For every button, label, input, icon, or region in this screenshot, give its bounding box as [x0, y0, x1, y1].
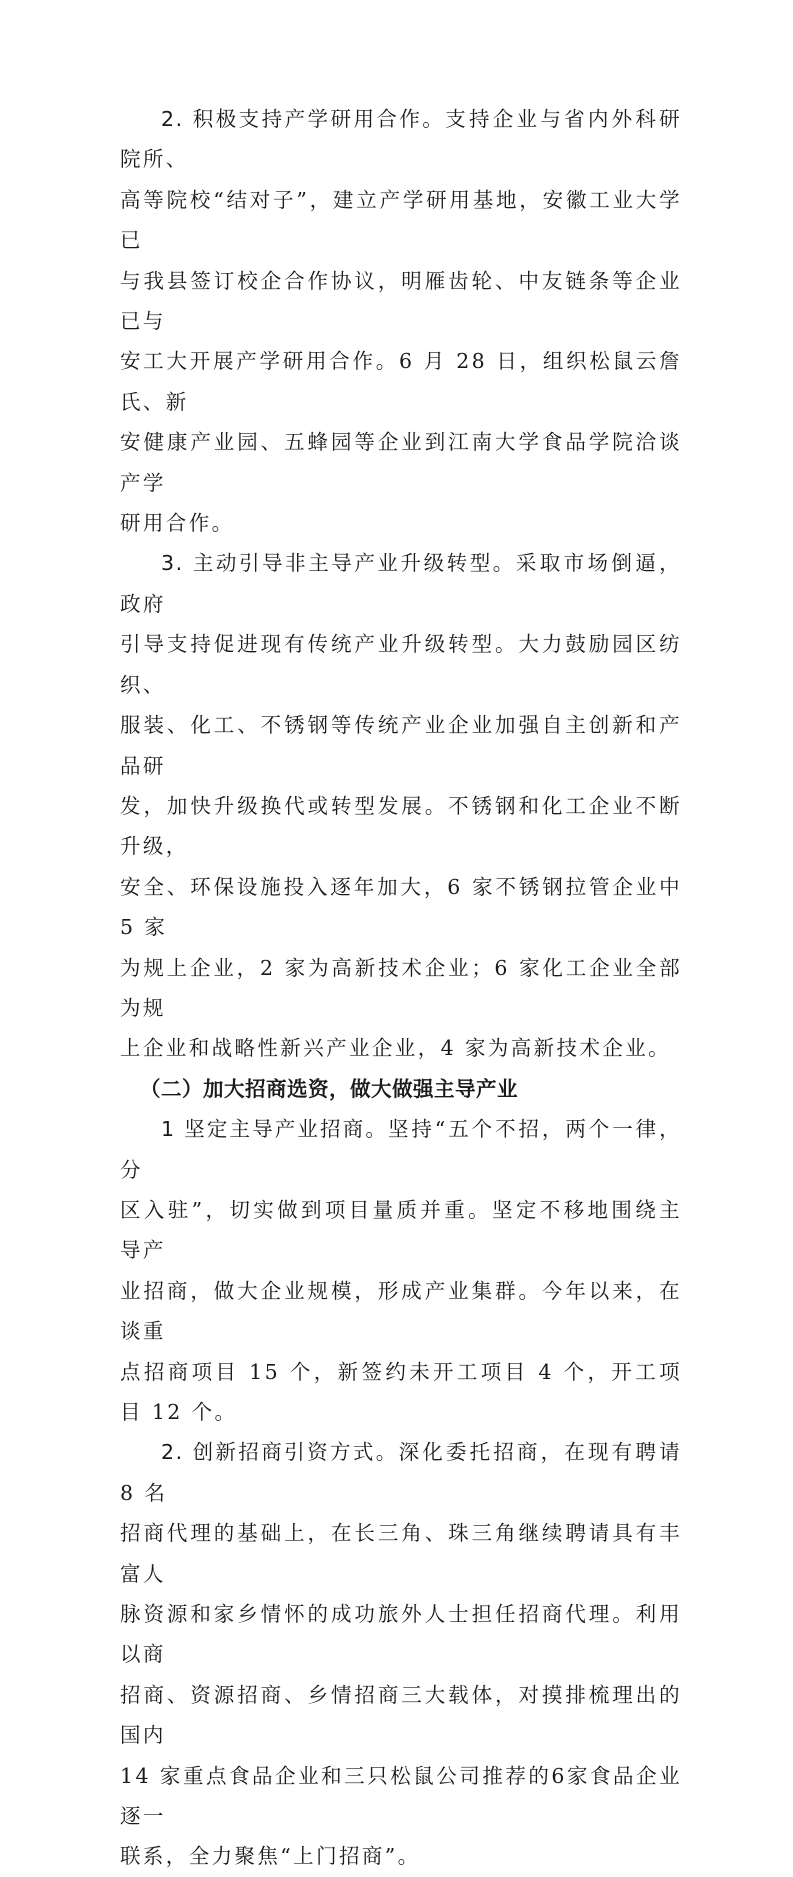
- paragraph-lead: 3. 主动引导非主导产业升级转型。: [161, 551, 516, 576]
- paragraph-line: 安全、环保设施投入逐年加大，6 家不锈钢拉管企业中 5 家: [120, 874, 682, 940]
- paragraph-line: 业招商，做大企业规模，形成产业集群。今年以来，在谈重: [120, 1278, 682, 1344]
- paragraph-lead: 2. 积极支持产学研用合作。: [161, 107, 446, 131]
- paragraph-investment-methods: [120, 1432, 682, 1876]
- paragraph-line: 点招商项目 15 个，新签约未开工项目 4 个，开工项目 12 个。: [120, 1359, 682, 1424]
- paragraph-lead: 1 坚定主导产业招商。: [161, 1117, 388, 1142]
- paragraph-line: [120, 1109, 682, 1190]
- paragraph-line: 安健康产业园、五蜂园等企业到江南大学食品学院洽谈产学: [120, 430, 682, 495]
- paragraph-line: [120, 99, 682, 180]
- paragraph-industry-upgrade: [120, 543, 682, 1068]
- paragraph-text: 采取市场倒逼，政府: [120, 551, 682, 616]
- paragraph-industry-university-cooperation: [120, 99, 682, 543]
- paragraph-line: 联系，全力聚焦“上门招商”。: [120, 1844, 421, 1869]
- paragraph-line: 招商代理的基础上，在长三角、珠三角继续聘请具有丰富人: [120, 1521, 682, 1586]
- section-heading: （二）加大招商选资，做大做强主导产业: [140, 1076, 518, 1101]
- paragraph-text: 深化委托招商，在现有聘请 8 名: [120, 1440, 682, 1505]
- paragraph-line: 区入驻”，切实做到项目量质并重。坚定不移地围绕主导产: [120, 1197, 682, 1263]
- paragraph-line: 引导支持促进现有传统产业升级转型。大力鼓励园区纺织、: [120, 632, 682, 697]
- paragraph-line: 研用合作。: [120, 511, 235, 536]
- paragraph-line: 发，加快升级换代或转型发展。不锈钢和化工企业不断升级，: [120, 793, 682, 859]
- paragraph-text: 坚持“五个不招，两个一律，分: [120, 1117, 682, 1182]
- paragraph-line: 脉资源和家乡情怀的成功旅外人士担任招商代理。利用以商: [120, 1602, 682, 1667]
- paragraph-line: 为规上企业，2 家为高新技术企业；6 家化工企业全部为规: [120, 955, 682, 1020]
- paragraph-lead: 2. 创新招商引资方式。: [161, 1440, 399, 1465]
- paragraph-line: 14 家重点食品企业和三只松鼠公司推荐的6家食品企业逐一: [120, 1763, 682, 1829]
- paragraph-line: 高等院校“结对子”，建立产学研用基地，安徽工业大学已: [120, 187, 682, 253]
- paragraph-line: [120, 1432, 682, 1513]
- paragraph-line: 上企业和战略性新兴产业企业，4 家为高新技术企业。: [120, 1036, 672, 1061]
- paragraph-line: [120, 543, 682, 624]
- paragraph-line: 招商、资源招商、乡情招商三大载体，对摸排梳理出的国内: [120, 1682, 682, 1748]
- paragraph-line: 与我县签订校企合作协议，明雁齿轮、中友链条等企业已与: [120, 268, 682, 334]
- document-page: [120, 99, 682, 1877]
- paragraph-line: 安工大开展产学研用合作。6 月 28 日，组织松鼠云詹氏、新: [120, 349, 682, 414]
- paragraph-line: 服装、化工、不锈钢等传统产业企业加强自主创新和产品研: [120, 713, 682, 778]
- paragraph-text: 支持企业与省内外科研院所、: [120, 107, 683, 172]
- paragraph-leading-industry-investment: [120, 1109, 682, 1432]
